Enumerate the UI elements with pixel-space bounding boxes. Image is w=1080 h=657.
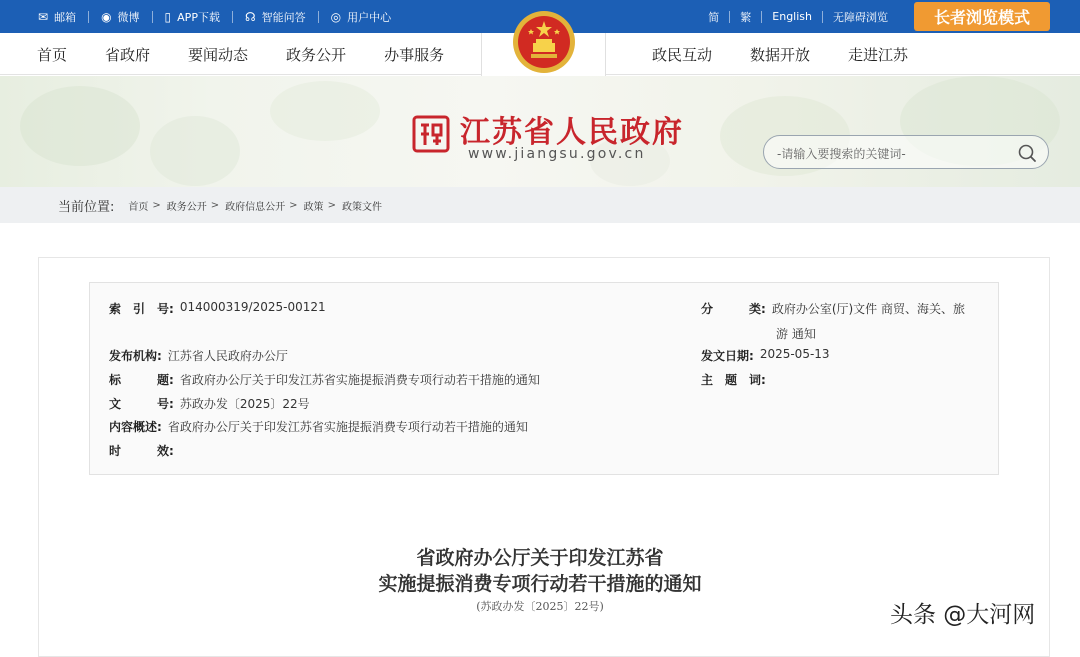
document-title-line1: 省政府办公厅关于印发江苏省	[416, 547, 664, 569]
nav-item-about-jiangsu[interactable]: 走进江苏	[848, 45, 909, 64]
national-emblem-icon[interactable]	[511, 9, 577, 75]
meta-label: 主 题 词:	[701, 373, 766, 387]
meta-label: 时 效:	[109, 444, 174, 458]
search-icon[interactable]	[1016, 142, 1038, 164]
divider	[152, 11, 153, 23]
simplified-chinese-link[interactable]: 简	[708, 10, 720, 24]
divider	[318, 11, 319, 23]
site-name[interactable]: 江苏省人民政府	[460, 115, 684, 150]
chevron-right-icon: >	[152, 199, 161, 211]
user-center-link[interactable]: ◎ 用户中心	[330, 9, 392, 24]
meta-value: 江苏省人民政府办公厅	[167, 349, 288, 363]
divider	[822, 11, 823, 23]
breadcrumb	[0, 187, 1080, 223]
meta-label: 标 题:	[109, 373, 174, 387]
meta-value: 苏政办发〔2025〕22号	[179, 397, 310, 411]
meta-label: 分 类:	[701, 302, 766, 316]
breadcrumb-item-home[interactable]: 首页	[128, 201, 149, 213]
headset-icon: ☊	[244, 9, 256, 24]
divider	[88, 11, 89, 23]
meta-value: 省政府办公厅关于印发江苏省实施提振消费专项行动若干措施的通知	[167, 420, 528, 434]
meta-value: 2025-05-13	[759, 347, 830, 361]
mail-icon: ✉	[38, 9, 49, 24]
document-number: (苏政办发〔2025〕22号)	[476, 600, 604, 613]
chevron-right-icon: >	[327, 199, 336, 211]
top-left-links	[38, 0, 403, 33]
phone-icon: ▯	[164, 9, 172, 24]
meta-row-publisher	[109, 347, 288, 364]
meta-value: 游 通知	[776, 327, 816, 341]
breadcrumb-item-policy[interactable]: 政策	[303, 201, 324, 213]
breadcrumb-item-open-gov[interactable]: 政务公开	[166, 201, 207, 213]
main-nav-right	[652, 33, 946, 75]
top-right-links	[698, 0, 898, 33]
breadcrumb-item-info-disclosure[interactable]: 政府信息公开	[225, 201, 286, 213]
site-url: www.jiangsu.gov.cn	[468, 146, 646, 162]
meta-label: 索 引 号:	[109, 302, 174, 316]
chevron-right-icon: >	[289, 199, 298, 211]
search-box[interactable]	[763, 135, 1049, 169]
elder-mode-button[interactable]: 长者浏览模式	[914, 2, 1050, 31]
meta-row-summary	[109, 418, 528, 435]
nav-item-news[interactable]: 要闻动态	[188, 45, 249, 64]
search-input[interactable]: -请输入要搜索的关键词-	[777, 147, 906, 161]
meta-value: 政府办公室(厅)文件 商贸、海关、旅	[771, 302, 965, 316]
document-title-line2: 实施提振消费专项行动若干措施的通知	[378, 573, 702, 595]
jiangsu-logo-icon	[412, 115, 450, 153]
meta-row-validity	[109, 442, 180, 459]
meta-value: 省政府办公厅关于印发江苏省实施提振消费专项行动若干措施的通知	[179, 373, 540, 387]
mail-link[interactable]: ✉ 邮箱	[38, 9, 77, 24]
meta-row-date	[701, 347, 830, 364]
nav-item-open-gov[interactable]: 政务公开	[286, 45, 347, 64]
app-download-link[interactable]: ▯ APP下载	[164, 9, 220, 24]
divider	[232, 11, 233, 23]
leaf-decoration	[270, 81, 380, 141]
weibo-link[interactable]: ◉ 微博	[101, 9, 140, 24]
meta-row-title	[109, 371, 540, 388]
divider	[729, 11, 730, 23]
weibo-icon: ◉	[101, 9, 112, 24]
meta-row-category-cont	[776, 325, 816, 342]
meta-row-category	[701, 300, 965, 317]
breadcrumb-item-policy-docs[interactable]: 政策文件	[341, 201, 382, 213]
meta-label: 发布机构:	[109, 349, 162, 363]
nav-item-open-data[interactable]: 数据开放	[750, 45, 811, 64]
watermark: 头条 @大河网	[890, 602, 1036, 628]
meta-value: 014000319/2025-00121	[179, 300, 326, 314]
meta-row-subject	[701, 371, 772, 388]
leaf-decoration	[20, 86, 140, 166]
nav-item-home[interactable]: 首页	[37, 45, 68, 64]
nav-item-interaction[interactable]: 政民互动	[652, 45, 713, 64]
breadcrumb-label: 当前位置:	[58, 199, 115, 215]
chevron-right-icon: >	[210, 199, 220, 211]
english-link[interactable]: English	[772, 10, 812, 23]
meta-label: 文 号:	[109, 397, 174, 411]
meta-label: 内容概述:	[109, 420, 162, 434]
main-nav-left	[37, 33, 482, 75]
leaf-decoration	[150, 116, 240, 186]
accessibility-link[interactable]: 无障碍浏览	[833, 10, 888, 24]
meta-label: 发文日期:	[701, 349, 754, 363]
traditional-chinese-link[interactable]: 繁	[740, 10, 752, 24]
smart-qa-link[interactable]: ☊ 智能问答	[244, 9, 306, 24]
divider	[761, 11, 762, 23]
meta-row-doc-number	[109, 395, 310, 412]
meta-row-index	[109, 300, 326, 317]
nav-item-province-gov[interactable]: 省政府	[105, 45, 151, 64]
nav-item-services[interactable]: 办事服务	[384, 45, 445, 64]
user-icon: ◎	[330, 9, 342, 24]
